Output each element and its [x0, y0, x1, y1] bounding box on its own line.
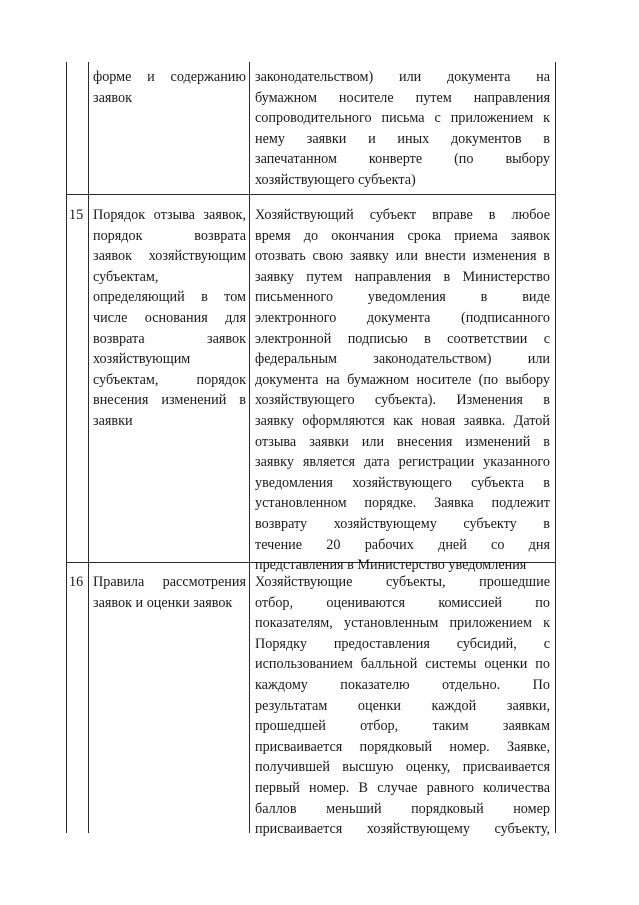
table-row-16-description: Хозяйствующие субъекты, прошедшие отбор, оцениваются комиссией по показателям, установленным приложением к Порядку предоставления субсидий, с использованием балльной системы оценки по каждому показателю отдельно. По результатам оценки каждой заявки, прошедшей отбор, таким заявкам присваивается порядковый номер. Заявке, получившей высшую оценку, присваивается первый номер. В случае равного количества баллов меньший порядковый номер присваивается хозяйствующему субъекту,: [255, 574, 550, 838]
table-row-0-requirement: форме и содержанию заявок: [93, 69, 246, 106]
table-row-15-description: Хозяйствующий субъект вправе в любое время до окончания срока приема заявок отозвать свою заявку или внести изменения в заявку путем направления в Министерство письменного уведомления в виде электронного документа (подписанного электронной подписью в соответствии с федеральным законодательством) или документа на бумажном носителе (по выбору хозяйствующего субъекта). Изменения в заявку оформляются как новая заявка. Датой отзыва заявки или внесения изменений в заявку является дата регистрации указанного уведомления хозяйствующего субъекта в установленном порядке. Заявка подлежит возврату хозяйствующему субъекту в течение 20 рабочих дней со дня представления в Министерство уведомления: [255, 207, 550, 574]
table-border-left: [66, 62, 67, 833]
document-table: [66, 62, 556, 838]
table-row-16-number: 16: [69, 574, 84, 590]
table-row-15-number: 15: [69, 207, 84, 223]
table-row-15-requirement: Порядок отзыва заявок, порядок возврата заявок хозяйствующим субъектам, определяющий в том числе основания для возврата заявок хозяйствующим субъектам, порядок внесения изменений в заявки: [93, 207, 246, 429]
table-divider-number: [88, 62, 89, 833]
table-divider-columns: [249, 62, 250, 833]
row-separator: [66, 194, 556, 195]
table-row-0-description: законодательством) или документа на бумажном носителе путем направления сопроводительного письма с приложением к нему заявки и иных документов в запечатанном конверте (по выбору хозяйствующего субъекта): [255, 69, 550, 188]
table-border-right: [555, 62, 556, 833]
table-row-16-requirement: Правила рассмотрения заявок и оценки заявок: [93, 574, 246, 611]
